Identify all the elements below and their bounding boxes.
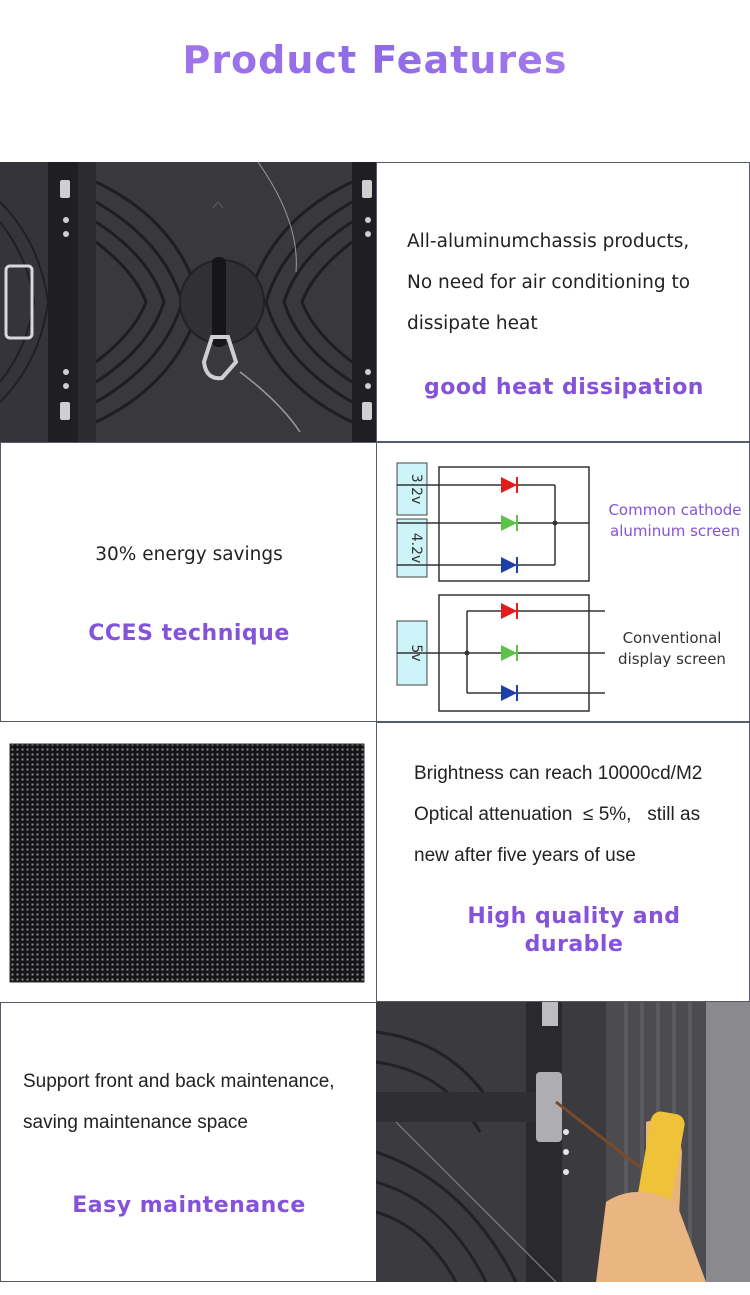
text-line: All-aluminumchassis products, — [407, 231, 690, 252]
heat-text-panel — [376, 162, 750, 442]
maintenance-image — [376, 1002, 750, 1282]
text-line: Support front and back maintenance, — [23, 1071, 335, 1092]
feature-row-quality — [0, 722, 750, 1002]
cabinet-back-image — [0, 162, 376, 442]
heading-line: durable — [524, 932, 624, 957]
diagram-label-bottom-2: display screen — [618, 650, 726, 668]
feature-heading: Easy maintenance — [72, 1193, 306, 1218]
heading-line: High quality and — [467, 904, 681, 929]
text-line: Optical attenuation ≤ 5%, still as — [414, 804, 701, 825]
text-line: Brightness can reach 10000cd/M2 — [414, 763, 703, 784]
voltage-label-top: 3.2v — [408, 473, 424, 505]
led-module-image — [0, 722, 376, 1002]
energy-description: 30% energy savings — [95, 544, 283, 565]
quality-description — [414, 753, 702, 876]
page-title: Product Features — [0, 38, 750, 82]
text-line: No need for air conditioning to — [407, 272, 691, 293]
voltage-label-bottom: 5v — [408, 644, 424, 662]
feature-heading: good heat dissipation — [424, 375, 704, 400]
feature-row-maintenance — [0, 1002, 750, 1282]
diagram-label-top-2: aluminum screen — [610, 522, 740, 540]
text-line: saving maintenance space — [23, 1112, 248, 1133]
feature-row-heat — [0, 162, 750, 442]
feature-heading — [377, 903, 750, 959]
maintenance-description — [23, 1061, 335, 1143]
voltage-label-mid: 4.2v — [408, 532, 424, 564]
heat-description — [407, 221, 690, 344]
diagram-label-bottom-1: Conventional — [622, 629, 722, 647]
diagram-label-top-1: Common cathode — [608, 501, 742, 519]
feature-row-energy — [0, 442, 750, 722]
quality-text-panel — [376, 722, 750, 1002]
energy-text-panel — [0, 442, 376, 722]
maintenance-text-panel — [0, 1002, 376, 1282]
text-line: new after five years of use — [414, 845, 636, 866]
feature-heading: CCES technique — [88, 621, 290, 646]
text-line: dissipate heat — [407, 313, 538, 334]
cces-diagram — [376, 442, 750, 722]
